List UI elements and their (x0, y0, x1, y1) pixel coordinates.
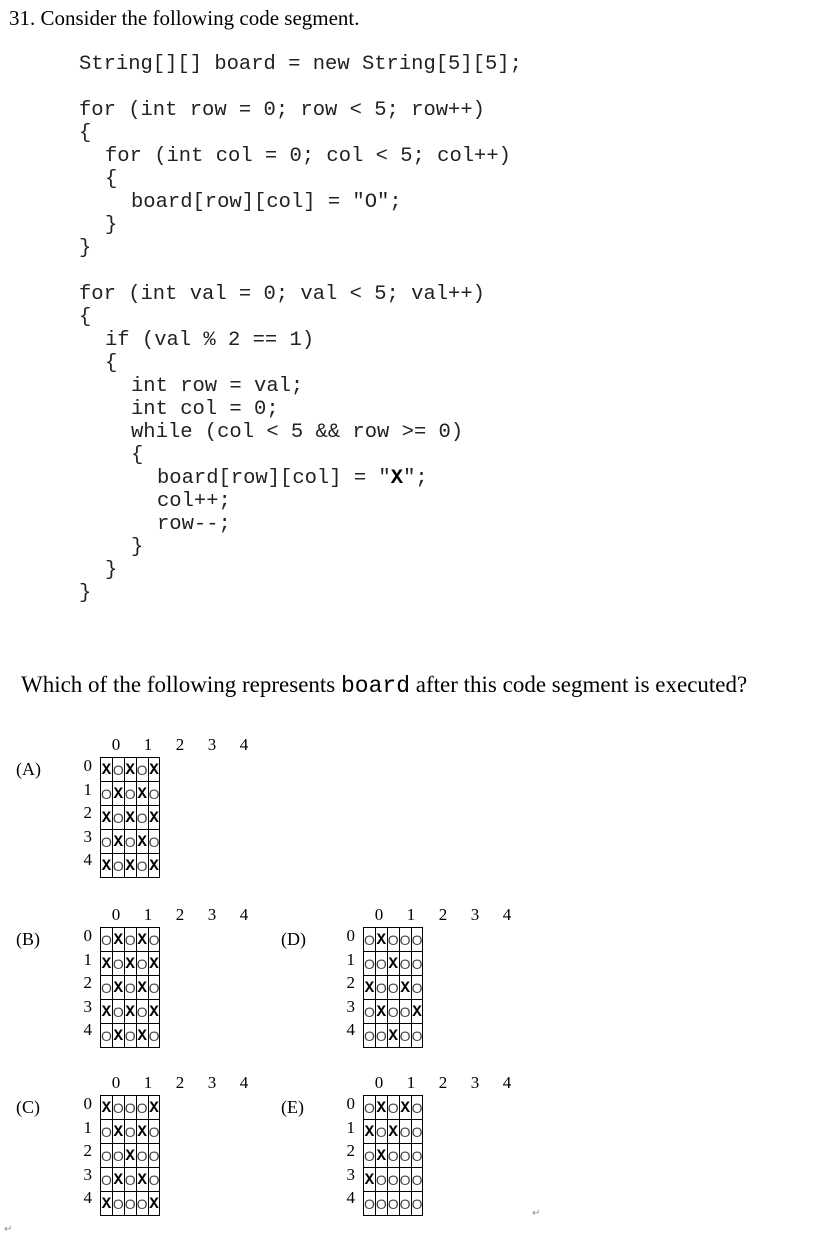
code-line: board[row][col] = "X"; (157, 467, 428, 490)
grid-row (364, 1144, 423, 1168)
code-line: { (105, 352, 118, 375)
grid-cell: X (148, 952, 160, 976)
code-line: } (79, 582, 92, 605)
grid-cell: O (364, 952, 376, 976)
row-header: 3 (83, 1164, 92, 1184)
grid-cell: X (136, 1168, 148, 1192)
grid-cell: O (148, 928, 160, 952)
code-line: while (col < 5 && row >= 0) (131, 421, 464, 444)
grid-row (364, 976, 423, 1000)
grid-cell: O (148, 1024, 160, 1048)
code-line: row--; (157, 513, 231, 536)
grid-cell: X (399, 1096, 411, 1120)
column-header: 0 (111, 735, 121, 754)
grid-cell: O (411, 1192, 423, 1216)
board-grid (100, 1095, 160, 1216)
grid-cell: X (101, 1000, 113, 1024)
grid-cell: O (364, 1192, 376, 1216)
grid-cell: O (124, 782, 136, 806)
grid-cell: X (101, 854, 113, 878)
row-header: 3 (83, 826, 92, 846)
grid-cell: X (411, 1000, 423, 1024)
grid-row (101, 928, 160, 952)
grid-row (101, 1192, 160, 1216)
column-header: 1 (406, 1073, 416, 1092)
grid-cell: O (399, 1120, 411, 1144)
question-prompt (21, 672, 747, 699)
grid-cell: O (387, 1096, 399, 1120)
column-header: 2 (175, 1073, 185, 1092)
column-header: 2 (175, 735, 185, 754)
grid-cell: X (148, 1192, 160, 1216)
column-header: 3 (207, 1073, 217, 1092)
grid-cell: O (411, 1024, 423, 1048)
grid-cell: O (148, 1120, 160, 1144)
question-title: 31. Consider the following code segment. (9, 6, 360, 30)
grid-cell: X (387, 1024, 399, 1048)
grid-cell: O (101, 1168, 113, 1192)
column-header: 4 (502, 1073, 512, 1092)
code-line: board[row][col] = "O"; (131, 191, 402, 214)
column-header: 0 (374, 905, 384, 924)
column-header: 4 (239, 735, 249, 754)
grid-cell: X (124, 1000, 136, 1024)
row-header: 1 (346, 1117, 355, 1137)
grid-cell: O (124, 1192, 136, 1216)
grid-cell: X (124, 854, 136, 878)
column-header: 3 (470, 905, 480, 924)
code-line: } (105, 559, 118, 582)
code-line: if (val % 2 == 1) (105, 329, 315, 352)
grid-cell: O (375, 976, 387, 1000)
return-mark-left: ↵ (4, 1224, 13, 1235)
grid-cell: O (112, 1000, 124, 1024)
grid-cell: O (411, 952, 423, 976)
grid-row (101, 1144, 160, 1168)
row-header: 0 (83, 1094, 92, 1113)
grid-cell: X (375, 1096, 387, 1120)
grid-cell: O (112, 854, 124, 878)
grid-row (101, 976, 160, 1000)
grid-cell: O (364, 1024, 376, 1048)
row-header: 2 (83, 973, 92, 993)
code-line: } (105, 214, 118, 237)
row-header: 4 (346, 1188, 355, 1208)
grid-row (364, 1192, 423, 1216)
grid-cell: O (399, 928, 411, 952)
grid-cell: O (136, 1096, 148, 1120)
column-header: 4 (502, 905, 512, 924)
grid-cell: O (148, 830, 160, 854)
column-header: 4 (239, 1073, 249, 1092)
grid-cell: X (112, 830, 124, 854)
grid-cell: O (101, 1120, 113, 1144)
code-line: int col = 0; (131, 398, 279, 421)
grid-row (101, 854, 160, 878)
grid-cell: O (101, 1024, 113, 1048)
row-header: 4 (346, 1020, 355, 1040)
grid-cell: O (411, 976, 423, 1000)
grid-row (364, 928, 423, 952)
grid-cell: O (375, 952, 387, 976)
grid-cell: X (112, 1024, 124, 1048)
grid-cell: O (364, 1144, 376, 1168)
row-header: 1 (83, 949, 92, 969)
column-header: 1 (143, 905, 153, 924)
grid-cell: O (399, 1144, 411, 1168)
grid-cell: X (387, 952, 399, 976)
choice-label-c: (C) (16, 1097, 40, 1117)
board-grid (363, 927, 423, 1048)
grid-cell: X (375, 1144, 387, 1168)
grid-cell: X (375, 1000, 387, 1024)
code-line: for (int row = 0; row < 5; row++) (79, 99, 485, 122)
prompt-text-after: after this code segment is executed? (410, 672, 748, 697)
grid-cell: O (148, 976, 160, 1000)
grid-cell: X (136, 1120, 148, 1144)
row-header: 3 (346, 996, 355, 1016)
grid-row (101, 806, 160, 830)
grid-cell: O (112, 1096, 124, 1120)
grid-cell: O (148, 1144, 160, 1168)
row-header: 2 (83, 803, 92, 823)
board-grid (363, 1095, 423, 1216)
row-header: 0 (346, 926, 355, 945)
code-line: for (int col = 0; col < 5; col++) (105, 145, 511, 168)
code-line: } (131, 536, 144, 559)
code-line: String[][] board = new String[5][5]; (79, 53, 522, 76)
grid-cell: X (148, 758, 160, 782)
grid-cell: X (101, 1192, 113, 1216)
grid-cell: O (387, 1168, 399, 1192)
grid-row (364, 952, 423, 976)
code-line: int row = val; (131, 375, 304, 398)
column-header: 3 (207, 735, 217, 754)
grid-cell: O (387, 1192, 399, 1216)
row-header: 0 (346, 1094, 355, 1113)
column-header: 0 (111, 905, 121, 924)
grid-cell: O (124, 830, 136, 854)
code-line: col++; (157, 490, 231, 513)
code-line: { (79, 122, 92, 145)
grid-cell: O (364, 928, 376, 952)
grid-cell: O (136, 806, 148, 830)
prompt-text-before: Which of the following represents (21, 672, 341, 697)
grid-cell: O (124, 1096, 136, 1120)
code-line: } (79, 237, 92, 260)
row-header: 2 (83, 1141, 92, 1161)
row-header: 2 (346, 1141, 355, 1161)
grid-cell: O (399, 1024, 411, 1048)
grid-cell: X (136, 928, 148, 952)
grid-row (364, 1024, 423, 1048)
grid-cell: X (124, 952, 136, 976)
row-header: 4 (83, 850, 92, 870)
column-header: 0 (111, 1073, 121, 1092)
grid-cell: O (411, 1168, 423, 1192)
grid-row (364, 1000, 423, 1024)
grid-cell: O (136, 854, 148, 878)
grid-cell: O (112, 952, 124, 976)
grid-cell: X (112, 1168, 124, 1192)
grid-cell: O (148, 1168, 160, 1192)
grid-cell: O (399, 1000, 411, 1024)
grid-cell: O (387, 1144, 399, 1168)
grid-cell: X (375, 928, 387, 952)
grid-cell: O (399, 1192, 411, 1216)
code-line: { (79, 306, 92, 329)
prompt-code-board: board (341, 673, 411, 699)
grid-cell: X (112, 976, 124, 1000)
code-line: for (int val = 0; val < 5; val++) (79, 283, 485, 306)
column-header: 1 (143, 1073, 153, 1092)
grid-cell: O (364, 1000, 376, 1024)
grid-cell: O (387, 976, 399, 1000)
grid-cell: O (399, 952, 411, 976)
grid-row (364, 1168, 423, 1192)
grid-cell: O (124, 1168, 136, 1192)
row-header: 0 (83, 756, 92, 775)
grid-row (101, 782, 160, 806)
return-mark-right: ↵ (532, 1208, 541, 1219)
grid-cell: O (387, 928, 399, 952)
grid-cell: O (136, 758, 148, 782)
grid-cell: X (136, 1024, 148, 1048)
grid-cell: X (101, 1096, 113, 1120)
grid-cell: O (387, 1000, 399, 1024)
grid-cell: X (148, 1000, 160, 1024)
grid-cell: X (148, 1096, 160, 1120)
choice-label-e: (E) (281, 1097, 304, 1117)
grid-cell: X (136, 830, 148, 854)
grid-cell: O (411, 1144, 423, 1168)
grid-cell: O (112, 758, 124, 782)
grid-cell: O (399, 1168, 411, 1192)
grid-cell: O (136, 1192, 148, 1216)
column-header: 2 (438, 905, 448, 924)
grid-row (101, 1096, 160, 1120)
grid-cell: O (124, 1120, 136, 1144)
grid-cell: O (375, 1168, 387, 1192)
column-header: 2 (438, 1073, 448, 1092)
row-header: 3 (346, 1164, 355, 1184)
choice-label-a: (A) (16, 759, 41, 779)
grid-cell: O (375, 1120, 387, 1144)
grid-cell: X (101, 806, 113, 830)
grid-cell: O (124, 928, 136, 952)
grid-cell: O (112, 1192, 124, 1216)
grid-cell: O (411, 1120, 423, 1144)
board-grid (100, 927, 160, 1048)
grid-cell: X (136, 782, 148, 806)
column-header: 3 (207, 905, 217, 924)
grid-row (101, 1168, 160, 1192)
grid-cell: O (148, 782, 160, 806)
choice-label-b: (B) (16, 929, 40, 949)
row-header: 3 (83, 996, 92, 1016)
row-header: 1 (83, 779, 92, 799)
grid-cell: X (101, 952, 113, 976)
row-header: 2 (346, 973, 355, 993)
column-header: 1 (143, 735, 153, 754)
grid-cell: X (112, 1120, 124, 1144)
grid-row (364, 1096, 423, 1120)
grid-row (101, 1000, 160, 1024)
code-line: { (131, 444, 144, 467)
column-header: 1 (406, 905, 416, 924)
grid-cell: O (136, 1144, 148, 1168)
grid-cell: O (101, 830, 113, 854)
grid-cell: X (101, 758, 113, 782)
column-header: 0 (374, 1073, 384, 1092)
row-header: 1 (83, 1117, 92, 1137)
grid-row (101, 1024, 160, 1048)
grid-cell: O (124, 976, 136, 1000)
grid-cell: O (375, 1024, 387, 1048)
grid-cell: X (112, 928, 124, 952)
grid-cell: O (411, 928, 423, 952)
grid-row (364, 1120, 423, 1144)
grid-cell: X (124, 758, 136, 782)
grid-cell: X (399, 976, 411, 1000)
grid-row (101, 1120, 160, 1144)
grid-cell: X (112, 782, 124, 806)
grid-cell: O (124, 1024, 136, 1048)
grid-cell: O (411, 1096, 423, 1120)
board-grid (100, 757, 160, 878)
grid-cell: O (364, 1096, 376, 1120)
column-header: 2 (175, 905, 185, 924)
row-header: 4 (83, 1020, 92, 1040)
code-line: { (105, 168, 118, 191)
row-header: 1 (346, 949, 355, 969)
grid-cell: O (101, 1144, 113, 1168)
grid-cell: X (136, 976, 148, 1000)
grid-cell: O (101, 976, 113, 1000)
grid-row (101, 758, 160, 782)
row-header: 0 (83, 926, 92, 945)
column-header: 3 (470, 1073, 480, 1092)
grid-cell: O (112, 1144, 124, 1168)
grid-cell: X (148, 854, 160, 878)
row-header: 4 (83, 1188, 92, 1208)
column-header: 4 (239, 905, 249, 924)
code-x-literal: X (390, 467, 404, 490)
grid-cell: X (124, 806, 136, 830)
grid-cell: X (364, 1120, 376, 1144)
grid-cell: O (101, 782, 113, 806)
grid-cell: X (364, 1168, 376, 1192)
grid-row (101, 952, 160, 976)
grid-row (101, 830, 160, 854)
grid-cell: O (136, 1000, 148, 1024)
grid-cell: X (124, 1144, 136, 1168)
grid-cell: O (375, 1192, 387, 1216)
grid-cell: O (136, 952, 148, 976)
grid-cell: X (387, 1120, 399, 1144)
grid-cell: X (364, 976, 376, 1000)
grid-cell: O (101, 928, 113, 952)
choice-label-d: (D) (281, 929, 306, 949)
grid-cell: O (112, 806, 124, 830)
grid-cell: X (148, 806, 160, 830)
